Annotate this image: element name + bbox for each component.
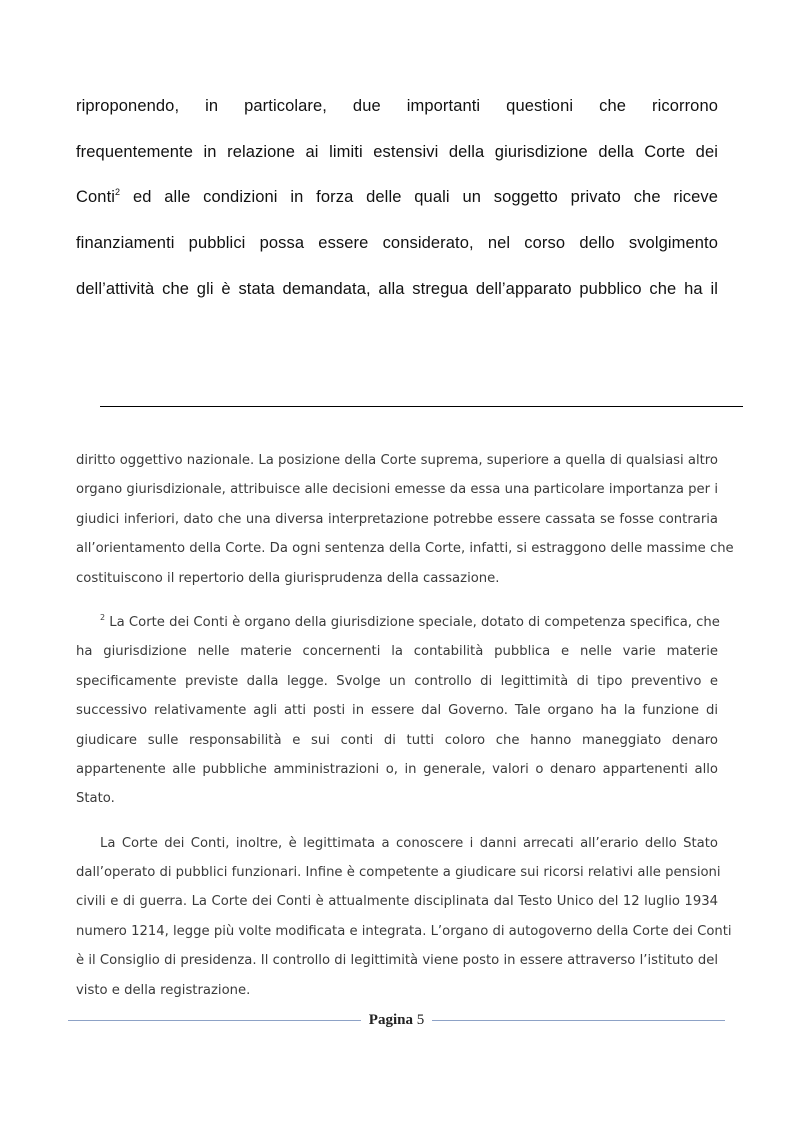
footnote-line: La Corte dei Conti, inoltre, è legittimata a conoscere i danni arrecati all’erario dello Stato xyxy=(100,835,718,851)
footnote-line: Stato. xyxy=(76,791,115,807)
footnotes-area xyxy=(76,446,734,1005)
footnote-line: dall’operato di pubblici funzionari. Infine è competente a giudicare sui ricorsi relativi alle pensioni xyxy=(76,865,721,881)
footnote-continuation xyxy=(76,446,734,593)
footnote-line: costituiscono il repertorio della giurisprudenza della cassazione. xyxy=(76,570,500,586)
footnote-line: ha giurisdizione nelle materie concernenti la contabilità pubblica e nelle varie materie xyxy=(76,644,718,660)
footnote-line: è il Consiglio di presidenza. Il controllo di legittimità viene posto in essere attraverso l’istituto del xyxy=(76,953,718,969)
footnote-2-continued xyxy=(76,829,732,1005)
footnote-line: numero 1214, legge più volte modificata e integrata. L’organo di autogoverno della Corte dei Conti xyxy=(76,923,732,939)
footnote-line: appartenente alle pubbliche amministrazioni o, in generale, valori o denaro appartenenti allo xyxy=(76,761,718,777)
footer-rule-left xyxy=(68,1020,361,1021)
main-text-line-rest: ed alle condizioni in forza delle quali un soggetto privato che riceve xyxy=(132,188,718,207)
main-text-line xyxy=(76,175,718,221)
footnote-line: organo giurisdizionale, attribuisce alle decisioni emesse da essa una particolare importanza per i xyxy=(76,482,718,498)
main-text-line: finanziamenti pubblici possa essere considerato, nel corso dello svolgimento xyxy=(76,234,718,253)
footnote-line: civili e di guerra. La Corte dei Conti è attualmente disciplinata dal Testo Unico del 12 luglio 1934 xyxy=(76,894,718,910)
main-text-line: dell’attività che gli è stata demandata, alla stregua dell’apparato pubblico che ha il xyxy=(76,279,718,298)
footnote-line: successivo relativamente agli atti posti in essere dal Governo. Tale organo ha la funzione di xyxy=(76,703,718,719)
footnote-reference[interactable]: 2 xyxy=(115,187,121,198)
footnote-line: giudicare sulle responsabilità e sui conti di tutti coloro che hanno maneggiato denaro xyxy=(76,732,718,748)
footnote-line: all’orientamento della Corte. Da ogni sentenza della Corte, infatti, si estraggono delle massime che xyxy=(76,541,734,557)
footnote-line-text: La Corte dei Conti è organo della giurisdizione speciale, dotato di competenza specifica, che xyxy=(109,614,720,630)
footnote-2 xyxy=(76,608,718,814)
footnote-2-marker: 2 xyxy=(100,612,106,622)
main-text-line: frequentemente in relazione ai limiti estensivi della giurisdizione della Corte dei xyxy=(76,142,718,161)
footer-rule-right xyxy=(432,1020,725,1021)
footnote-separator xyxy=(100,406,743,407)
main-text-word-conti: Conti xyxy=(76,188,116,207)
main-text xyxy=(76,84,718,312)
page-label: Pagina xyxy=(368,1011,413,1028)
footnote-line xyxy=(76,608,718,637)
footnote-line: diritto oggettivo nazionale. La posizione della Corte suprema, superiore a quella di qualsiasi altro xyxy=(76,453,718,468)
page-number-label xyxy=(361,1012,432,1029)
main-text-line: riproponendo, in particolare, due importanti questioni che ricorrono xyxy=(76,97,718,115)
footnote-line: visto e della registrazione. xyxy=(76,982,251,998)
page-number: 5 xyxy=(416,1011,425,1028)
footnote-line: giudici inferiori, dato che una diversa interpretazione potrebbe essere cassata se fosse contraria xyxy=(76,511,718,527)
footnote-line: specificamente previste dalla legge. Svolge un controllo di legittimità di tipo preventivo e xyxy=(76,673,718,689)
page-footer xyxy=(68,1008,725,1032)
